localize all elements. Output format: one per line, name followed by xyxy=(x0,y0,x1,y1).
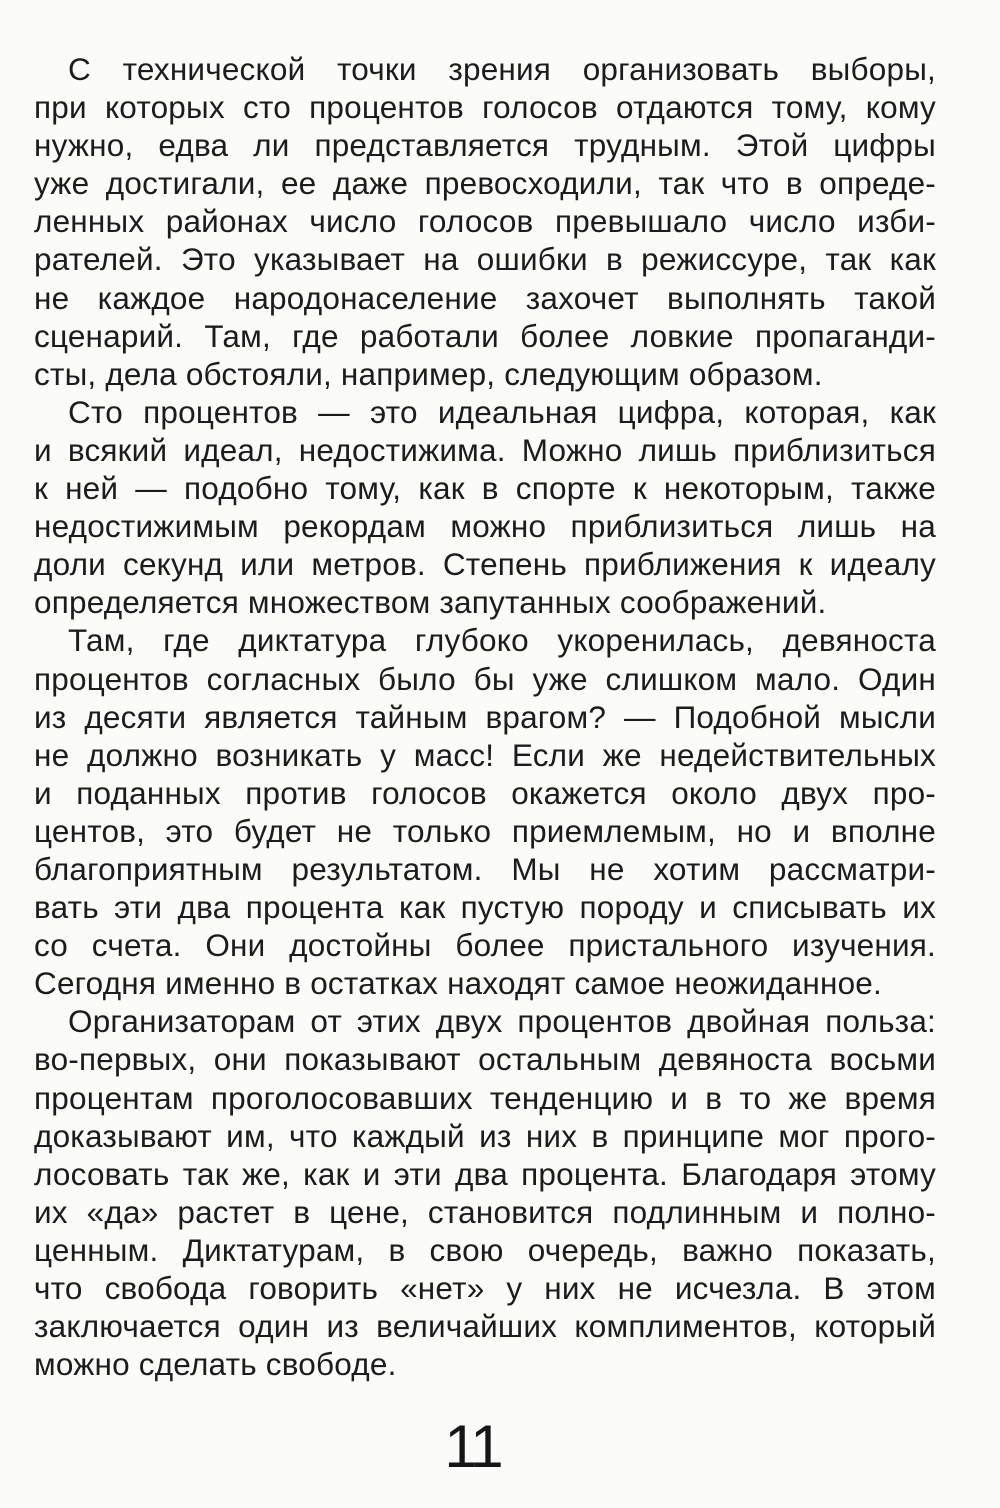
text-line: и всякий идеал, недостижима. Можно лишь приблизиться xyxy=(34,431,936,468)
text-line: доказывают им, что каждый из них в принципе мог прого- xyxy=(34,1117,936,1154)
text-line: уже достигали, ее даже превосходили, так что в опреде- xyxy=(34,165,936,202)
paragraph-2 xyxy=(34,393,936,622)
text-line: во-первых, они показывают остальным девяноста восьми xyxy=(34,1041,936,1078)
text-line: ценным. Диктатурам, в свою очередь, важно показать, xyxy=(34,1231,936,1268)
text-line: рателей. Это указывает на ошибки в режиссуре, так как xyxy=(34,241,936,278)
text-line: вать эти два процента как пустую породу и списывать их xyxy=(34,889,936,926)
text-line: не должно возникать у масс! Если же недействительных xyxy=(34,736,936,773)
text-line: Сегодня именно в остатках находят самое неожиданное. xyxy=(34,965,882,1002)
text-line: можно сделать свободе. xyxy=(34,1346,397,1383)
text-line: ленных районах число голосов превышало число изби- xyxy=(34,203,936,240)
text-line: со счета. Они достойны более пристального изучения. xyxy=(34,927,936,964)
text-line: что свобода говорить «нет» у них не исчезла. В этом xyxy=(34,1270,936,1306)
body-text xyxy=(34,50,936,1383)
text-line: к ней — подобно тому, как в спорте к некоторым, также xyxy=(34,470,936,507)
text-line: благоприятным результатом. Мы не хотим рассматри- xyxy=(34,850,936,887)
text-line: сты, дела обстояли, например, следующим образом. xyxy=(34,355,823,392)
text-line: недостижимым рекордам можно приблизиться лишь на xyxy=(34,508,936,545)
text-line: доли секунд или метров. Степень приближения к идеалу xyxy=(34,546,936,583)
text-line: Организаторам от этих двух процентов двойная польза: xyxy=(68,1003,936,1040)
text-line: процентам проголосовавших тенденцию и в то же время xyxy=(34,1079,936,1116)
paragraph-1 xyxy=(34,50,936,393)
text-line: их «да» растет в цене, становится подлинным и полно- xyxy=(34,1193,936,1230)
paragraph-4 xyxy=(34,1002,936,1383)
text-line: из десяти является тайным врагом? — Подобной мысли xyxy=(34,698,936,735)
text-line: заключается один из величайших комплиментов, который xyxy=(34,1308,936,1345)
text-line: процентов согласных было бы уже слишком мало. Один xyxy=(34,660,936,697)
text-line: сценарий. Там, где работали более ловкие пропаганди- xyxy=(34,317,936,354)
text-line: С технической точки зрения организовать выборы, xyxy=(68,51,936,87)
paragraph-3 xyxy=(34,621,936,1002)
text-line: Сто процентов — это идеальная цифра, которая, как xyxy=(68,393,936,430)
text-line: нужно, едва ли представляется трудным. Этой цифры xyxy=(34,127,936,164)
text-line: и поданных против голосов окажется около двух про- xyxy=(34,774,936,811)
text-line: Там, где диктатура глубоко укоренилась, девяноста xyxy=(68,622,936,659)
text-line: лосовать так же, как и эти два процента. Благодаря этому xyxy=(34,1155,936,1192)
text-line: при которых сто процентов голосов отдаются тому, кому xyxy=(34,89,936,126)
text-line: не каждое народонаселение захочет выполнять такой xyxy=(34,279,936,316)
page-number: 11 xyxy=(444,1413,501,1480)
text-line: определяется множеством запутанных соображений. xyxy=(34,584,827,621)
text-line: центов, это будет не только приемлемым, но и вполне xyxy=(34,812,936,849)
